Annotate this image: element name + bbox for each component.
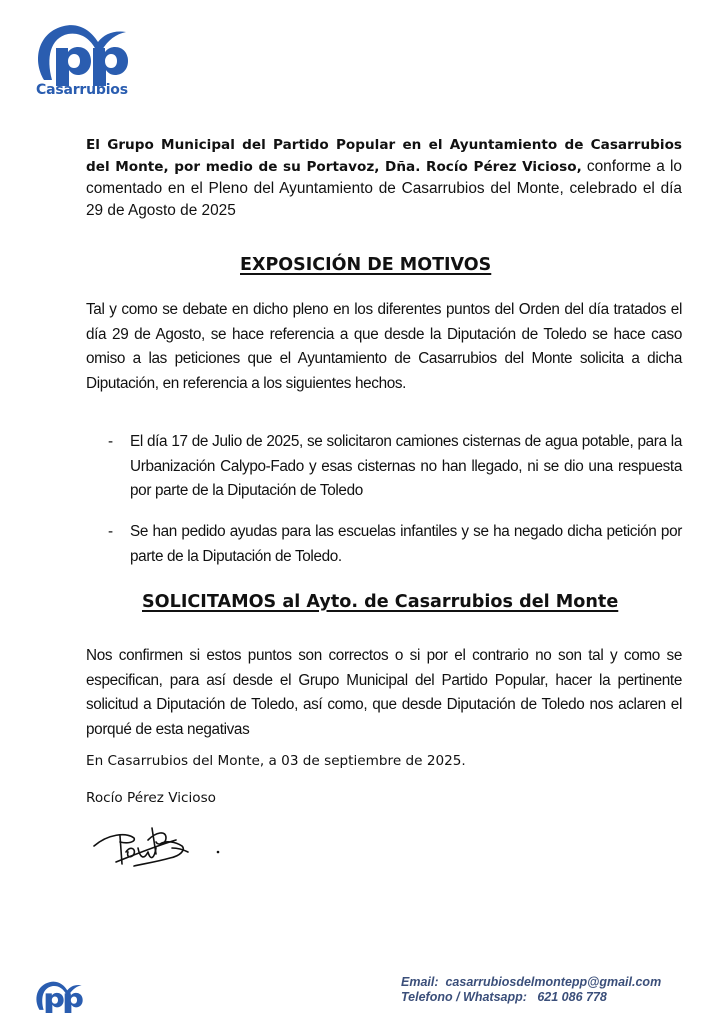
place-date: En Casarrubios del Monte, a 03 de septiembre de 2025.	[86, 753, 466, 769]
bullet-text: Se han pedido ayudas para las escuelas infantiles y se ha negado dicha petición por parte de la Diputación de Toledo.	[130, 523, 682, 565]
signature-image	[86, 818, 226, 872]
footer-email-row	[401, 975, 661, 990]
intro-regular-text: conforme a lo comentado en el Pleno del Ayuntamiento de Casarrubios del Monte, celebrado el día 29 de Agosto de 2025	[86, 158, 682, 219]
bullet-marker: -	[108, 433, 113, 450]
section1-paragraph: Tal y como se debate en dicho pleno en los diferentes puntos del Orden del día tratados el día 29 de Agosto, se hace referencia a que desde la Diputación de Toledo se hace caso omiso a las peticiones que el Ayuntamiento de Casarrubios del Monte solicita a dicha Diputación, en referencia a los siguientes hechos.	[86, 301, 682, 392]
section2-paragraph: Nos confirmen si estos puntos son correctos o si por el contrario no son tal y como se especifican, para así desde el Grupo Municipal del Partido Popular, hacer la pertinente solicitud a Diputación de Toledo, así como, que desde Diputación de Toledo nos aclaren el porqué de esta negativas	[86, 647, 682, 738]
phone-label: Telefono / Whatsapp:	[401, 990, 527, 1004]
intro-paragraph	[86, 135, 682, 222]
email-label: Email:	[401, 975, 439, 989]
signature-icon	[86, 818, 226, 872]
email-link[interactable]: casarrubiosdelmontepp@gmail.com	[445, 975, 662, 989]
bullet-text: El día 17 de Julio de 2025, se solicitaron camiones cisternas de agua potable, para la Urbanización Calypo-Fado y esas cisternas no han llegado, ni se dio una respuesta por parte de la Diputación de Toledo	[130, 433, 682, 499]
signer-name: Rocío Pérez Vicioso	[86, 790, 216, 806]
pp-logo-icon	[32, 978, 84, 1014]
footer-pp-logo	[32, 978, 84, 1014]
footer-contact	[401, 975, 661, 1005]
footer-phone-row	[401, 990, 661, 1005]
bullet-item	[108, 430, 682, 504]
logo-caption: Casarrubios	[36, 82, 128, 98]
bullet-item	[108, 520, 682, 569]
phone-number[interactable]: 621 086 778	[537, 990, 607, 1004]
pp-logo-icon	[30, 18, 130, 88]
section-heading-exposicion: EXPOSICIÓN DE MOTIVOS	[240, 255, 492, 275]
bullet-marker: -	[108, 523, 113, 540]
intro-bold-text: El Grupo Municipal del Partido Popular en el Ayuntamiento de Casarrubios del Monte, por medio de su Portavoz, Dña. Rocío Pérez Vicioso,	[86, 137, 682, 175]
section-heading-solicitamos: SOLICITAMOS al Ayto. de Casarrubios del Monte	[142, 592, 619, 612]
